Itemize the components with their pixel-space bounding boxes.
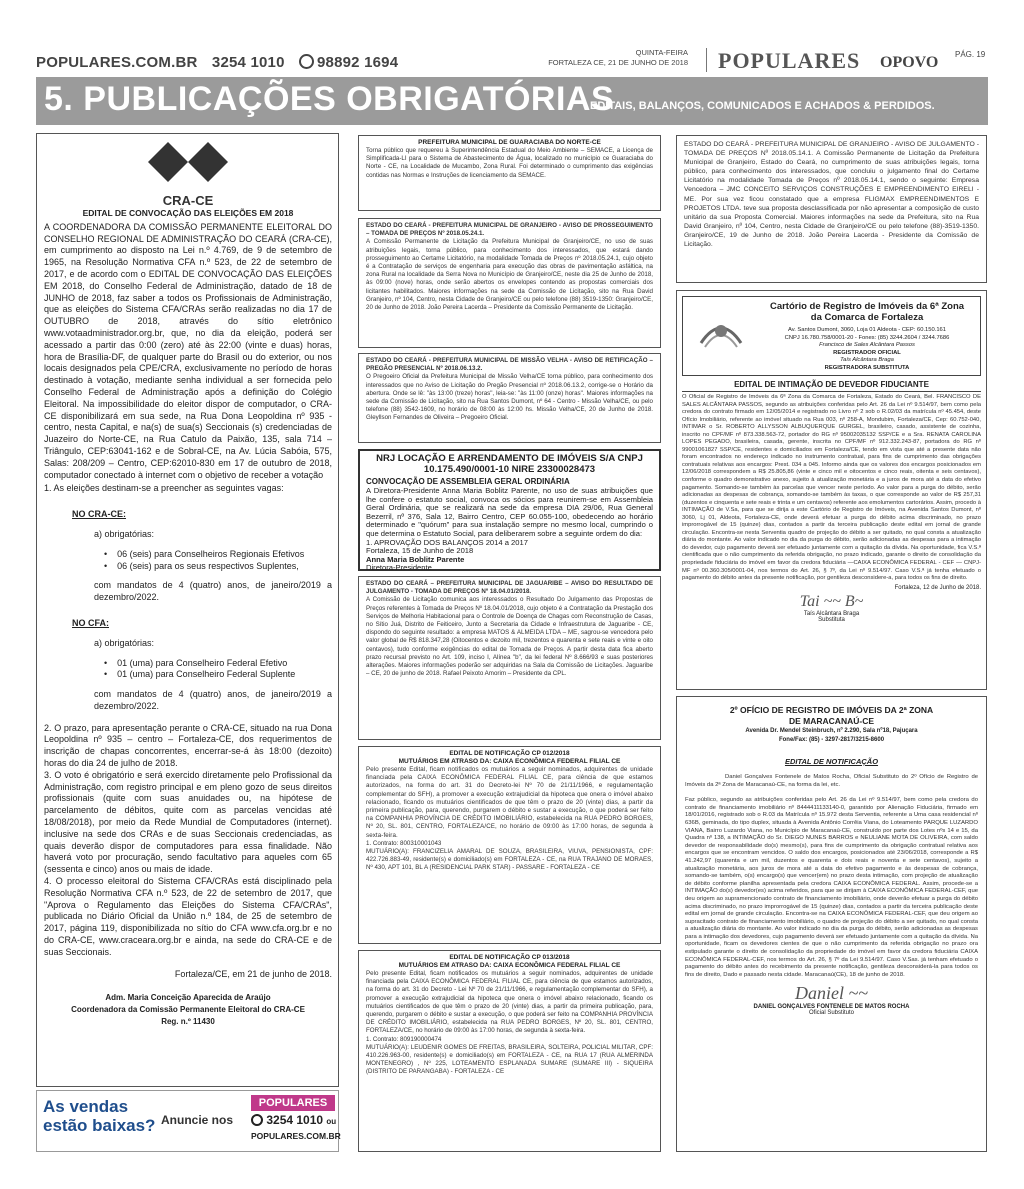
cartorio-title1: Cartório de Registro de Imóveis da 6ª Zona (769, 301, 965, 312)
issue-date (520, 48, 688, 68)
cartorio-emblem-icon (691, 303, 751, 363)
maracanau-addr: Avenida Dr. Mendel Steinbruch, nº 2.290, Sala nº18, Pajuçara (745, 728, 918, 734)
notice-maracanau (676, 696, 987, 1152)
granjeiro1-title: ESTADO DO CEARÁ - PREFEITURA MUNICIPAL DE GRANJEIRO - AVISO DE PROSSEGUIMENTO – TOMADA DE PREÇOS Nº 2018.05.24.1. (366, 222, 653, 238)
ad-line2: estão baixas? (43, 1116, 156, 1135)
date: FORTALEZA CE, 21 DE JUNHO DE 2018 (548, 58, 688, 67)
cartorio-title2: da Comarca de Fortaleza (810, 312, 924, 323)
maracanau-p2: Faz público, segundo as atribuições conferidas pelo Art. 26 da Lei nº 9.514/97, bem como pela credora do contrato de financiamento imobiliário nº 8444411133140-0, garantido por Alienação Fiduciária, firmado em 18/01/2016, registrado sob o R.03 da Matrícula nº 15.972 desta Serventia, referente a Uma casa residencial nº 636B, geminada, do tipo duplex, situada à Avenida Antônio Corrêia Viana, do Loteamento PARQUE LUZARDO VIANA, Bairro Luzardo Viana, no Município de Maracanaú-CE, construído por parte dos Lotes nºs 14 e 15, da Quadra nº 138, a INTIMAÇÃO do Sr. DIEGO NUNES BARROS e NEULIANE MOTA DE OLIVEIRA, com saldo devedor de responsabilidade do(s) mesmo(s), para fins de cumprimento da obrigação contratual relativa aos encargos que se encontram vencidos. O saldo dos encargos, posicionados até 23/06/2018, corresponde a R$ 41.242,97 (quarenta e um mil, duzentos e quarenta e dois reais e noventa e sete centavos), sujeito a atualização monetária, aos juros de mora até a data do efetivo pagamento e às despesas de cobrança, somando-se também, o(s) encargo(s) que vencer(em) no prazo desta intimação, com projeção de atualização de débito conforme planilha apresentada pela credora CAIXA ECONÔMICA FEDERAL. Assim, procede-se a INTIMAÇÃO do(s) devedor(es) acima referidos, para que se dirijam à CAIXA ECONÔMICA FEDERAL-CEF, que deu origem ao supramencionado contrato de financiamento imobiliário, onde deverão efetuar a purga do débito acima discriminado, no prazo improrrogável de 15 (quinze) dias, contados a partir da terceira publicação deste edital em jornal de grande circulação. Encontra-se na CAIXA ECONÔMICA FEDERAL-CEF, que deu origem ao supracitado contrato de financiamento imobiliário, o quadro de projeção do débito a ser quitado, no qual consta a atualização diária do montante. Ao valor indicado no dia da purga do débito, serão adicionadas as despesas para a intimação dos devedores, cujo pagamento deverá ser efetuado juntamente com a quitação da dívida. Na oportunidade, ficam os devedores cientes de que o não cumprimento da referida obrigação no prazo ora estipulado garante o direito de consolidação da propriedade do imóvel em favor da credora fiduciária CAIXA ECONÔMICA FEDERAL-CEF, nos termos do Art. 26, § 7º da Lei 9.514/97. Caso V.Sas. já tenham efetuado o pagamento do débito antes do recebimento da presente notificação, gentileza desconsiderá-la para todos os fins de direito, Dado e passado nesta cidade. Maracanaú(CE), 18 de junho de 2018. (685, 797, 978, 978)
page-number: PÁG. 19 (955, 50, 986, 59)
granjeiro1-text: A Comissão Permanente de Licitação da Prefeitura Municipal de Granjeiro/CE, no uso de suas atribuições legais, torna público, para conhecimento dos interessados, que estará dando prosseguimento ao Certame Licitatório, na modalidade Tomada de Preços nº 2018.05.24.1, cujo objeto é a Contratação de serviços de engenharia para execução das obras de pavimentação asfáltica, na zona Rural na localidade da Serra Nova no Município de Granjeiro/CE, neste dia 25 de Junho de 2018, às 09:00 (nove) horas, onde serão abertos os envelopes contendo as propostas comerciais dos licitantes habilitados. Maiores informações na sede da Comissão de Licitação, sito na Rua David Granjeiro, nº 104, Centro, nesta Cidade de Granjeiro/CE ou pelo telefone (88) 3519-1350: Granjeiro/CE, 20 de Junho de 2018. João Pereira Lacerda – Presidente da Comissão Permanente de Licitação. (366, 238, 653, 312)
cartorio-cnpj: CNPJ 16.780.758/0001-20 - Fones: (85) 3244.2604 / 3244.7686 (784, 335, 950, 341)
weekday: QUINTA-FEIRA (635, 48, 688, 57)
cp013-contract: 1. Contrato: 809190000474 (366, 1035, 442, 1043)
maracanau-sig-name: DANIEL GONÇALVES FONTENELE DE MATOS ROCHA (753, 1004, 910, 1011)
notice-granjeiro-julgamento (676, 135, 987, 283)
cartorio-logo (691, 303, 751, 363)
maracanau-edital: EDITAL DE NOTIFICAÇÃO (784, 757, 879, 766)
brand-logo: POPULARES (718, 48, 861, 73)
cfa-vaga-1-text: 01 (uma) para Conselheiro Federal Efetivo (117, 657, 288, 668)
guaraciaba-text: Torna público que requereu à Superintendência Estadual do Meio Ambiente – SEMACE, a Licença de Simplificada-LI para o Sistema de Abastecimento de Água, localizado no município ce Guaraciaba do Norte - CE, na Localidade de Mucambo, Zona Rural. Foi determinado o cumprimento das exigências contidas nas Normas e Instruções de licenciamento da SEMACE. (366, 147, 653, 179)
maracanau-sig-role: Oficial Substituto (808, 1010, 855, 1017)
notice-missao-velha (358, 353, 661, 443)
ad-line1: As vendas (43, 1097, 129, 1116)
nrj-title2: 10.175.490/0001-10 NIRE 23300028473 (423, 464, 596, 475)
crace-role: Coordenadora da Comissão Permanente Eleitoral do CRA-CE (71, 1005, 305, 1015)
cp012-text: Pelo presente Edital, ficam notificados os mutuários a seguir nominados, adquirentes de unidade financiada pela CAIXA ECONÔMICA FEDERAL FILIAL CE, para ciência de que estamos autorizados, na forma do art. 31 do Decreto-lei Nº 70 de 21/11/1966, e regulamentação complementar do SFH), a promover a execução extrajudicial da hipoteca que onera o imóvel abaixo relacionado, ficando os mutuários cientificados de que têm o prazo de 20 (vinte) dias, a partir da primeira publicação, para, querendo, purgarem o débito e sustar a execução, o que poderá ser feito na COMPANHIA PROVÍNCIA DE CRÉDITO IMOBILIÁRIO, estabelecida na RUA PEDRO BORGES, Nº 20, SL. 801, CENTRO, FORTALEZA/CE, no horário de 09:00 às 17:00 horas, de segunda à sexta-feira. (366, 766, 653, 839)
crace-mandato-1: com mandatos de 4 (quatro) anos, de janeiro/2019 a dezembro/2022. (94, 580, 332, 603)
nrj-name: Anna Maria Boblitz Parente (366, 554, 465, 564)
cartorio-officer: Francisco de Sales Alcântara Passos (819, 342, 915, 348)
guaraciaba-title: PREFEITURA MUNICIPAL DE GUARACIABA DO NORTE-CE (418, 139, 601, 146)
nrj-subtitle: CONVOCAÇÃO DE ASSEMBLEIA GERAL ORDINÁRIA (366, 477, 570, 486)
crace-vaga-1-text: 06 (seis) para Conselheiros Regionais Efetivos (117, 548, 305, 559)
cartorio-text: O Oficial de Registro de Imóveis da 6ª Zona da Comarca de Fortaleza, Estado do Ceará, Bel. FRANCISCO DE SALES ALCÂNTARA PASSOS, segundo as atribuições conferidas pelo Art. 26 da Lei nº 9.514/97, bem como pela credora do contrato firmado em 12/05/2014 e registrado no Livro nº 2 sob o R.02/03 da matrícula nº 45.454, deste Ofício Imobiliário, referente ao imóvel situado na Rua 003, nº 258-A, Mondubim, Fortaleza/CE, Cep: 60.752-040, INTIMAR o Sr. ROBERTO ALLYSSON ALBUQUERQUE GURGEL, brasileiro, casado, assistente de cozinha, inscrito no CPF/MF nº 873.338.563-72, portador do RG nº 95002035132 SSP/CE e a Sra. RENATA CAROLINA LOPES PEGADO, brasileira, casada, gerente, inscrita no CPF/MF nº 912.332.243-87, portadora do RG nº 99001061827 SSP/CE, residentes e domiciliados em Fortaleza/CE, tendo em vista que até a presente data não foram encontrados no endereço indicado no instrumento contratual, para fins de cumprimento das obrigações contratuais relativas aos encargos: Prest. 034 a 045. Informo ainda que os valores dos encargos posicionados em 12/06/2018 correspondem a R$ 25.805,86 (vinte e cinco mil e oitocentos e cinco reais, oitenta e seis centavos), conforme o quadro demonstrativo anexo, sujeito à atualização monetária e a juros de mora até a data do efetivo pagamento. Somando-se também às parcelas que vencer neste período. Ao valor para a purga do débito, serão adicionadas as despesas de cobrança, somando-se também às taxas, o que corresponde ao valor de R$ 257,31 (duzentos e cinquenta e sete reais e trinta e um centavos) referente aos emolumentos cartorários. Assim, procedo à INTIMAÇÃO de V.Sa, para que se dirija a este Cartório de Registro de Imóveis, na Avenida Santos Dumont, nº 3060, Lj 01, Aldeota, Fortaleza-CE, onde deverá efetuar a purga do débito acima discriminado, no prazo improrrogável de 15 (quinze) dias, contados a partir da terceira publicação deste edital em jornal de grande circulação. Encontra-se nesta Serventia quadro de projeção do débito a ser quitado, no qual consta a atualização diária do montante. Ao valor indicado no dia da purga do débito, serão adicionadas as despesas para a intimação do devedor, cujo pagamento deverá ser efetuado juntamente com a quitação da dívida. Na oportunidade, fica V.S.ª cientificada que o não cumprimento da referida obrigação, no prazo indicado, garante o direito de consolidação da propriedade fiduciária do imóvel em favor da credora fiduciária —CAIXA ECONÔMICA FEDERAL - CEF — CNPJ-MF nº 00.360.305/0001-04, nos termos do Art. 26, § 7º, da Lei nº 9.514/97. Caso V.S.ª já tenha efetuado o pagamento do débito antes da presente notificação, por gentileza desconsidere-a, para todos os fins de direito. (682, 394, 981, 582)
crace-reg: Reg. n.º 11430 (161, 1017, 215, 1027)
crace-item3: 3. O voto é obrigatório e será exercido diretamente pelo Profissional da Administração, com registro principal e em pleno gozo de seus direitos profissionais (quite com suas anuidades ou, na hipótese de parcelamento de débitos, quite com as parcelas vencidas até 18/08/2018), por meio da Rede Mundial de Computadores (internet). inclusive na sede dos CRAs e de suas Seccionais credenciadas, as quais deverão dispor de computadores para essa finalidade. Não haverá voto por procuração, sendo facultativo para aqueles com 65 (sessenta e cinco) anos ou mais de idade. (44, 769, 332, 875)
maracanau-title1: 2º OFÍCIO DE REGISTRO DE IMÓVEIS DA 2ª ZONA (729, 705, 934, 715)
missao-text: O Pregoeiro Oficial da Prefeitura Municipal de Missão Velha/CE torna público, para conhecimento dos interessados que no Aviso de Licitação do Pregão Presencial nº 2018.06.13.2, corrige-se o Horário da abertura. Onde se lê: "às 13:00 (treze) horas", leia-se: "às 11:00 (onze) horas". Maiores informações na sede da Comissão de Licitação, sito na Rua Santos Dumont, nº 64 - Centro - Missão Velha/CE, ou pelo telefone (88) 3542-1609, no horário de 08:00 às 12:00 hs. Missão Velha/CE, 20 de Junho de 2018. Gleyllson Fernandes de Oliveira – Pregoeiro Oficial. (366, 373, 653, 422)
partner-logo: OPOVO (880, 54, 939, 71)
cartorio-header (757, 301, 977, 372)
ad-brand: POPULARES (251, 1095, 335, 1111)
cartorio-officer-role: REGISTRADOR OFICIAL (833, 349, 901, 356)
cartorio-sub-role: REGISTRADORA SUBSTITUTA (824, 364, 910, 371)
crace-vaga-2-text: 06 (seis) para os seus respectivos Suplentes, (117, 560, 299, 571)
jaguaribe-text: A Comissão de Licitação comunica aos interessados o Resultado Do Julgamento das Propostas de Preços referentes à Tomada de Preços Nº 18.04.01/2018, cujo objeto é a Contratação da Prestação dos Serviços de Melhoria Habitacional para o Controle de Doença de Chagas com Reconstrução de Casas, no Sítio Juá, Distrito de Feiticeiro, Junto a Secretaria da Cidade e Infraestrutura de Jaguaribe - CE, dispondo do seguinte resultado: a empresa MATOS & ALMEIDA LTDA – ME, sagrou-se vencedora pelo valor global de R$ 818.347,28 (Oitocentos e dezoito mil, trezentos e quarenta e sete reais e vinte e oito centavos), tudo conforme exigências do edital de Tomada de Preços. A partir desta data fica aberto prazo recursal previsto no Art. 109, inciso I, Alínea "b", da lei federal Nº 8.666/93 e suas posteriores alterações. Maiores informações poderão ser adquiridas na Sala da Comissão de Licitações. Jaguaribe – CE, 20 de junho de 2018. Rafael Peixoto Amorim – Presidente da CPL. (366, 596, 653, 678)
notice-cp012 (358, 746, 661, 944)
granjeiro2-text: ESTADO DO CEARÁ - PREFEITURA MUNICIPAL DE GRANJEIRO - AVISO DE JULGAMENTO - TOMADA DE PREÇOS Nº 2018.05.14.1. A Comissão Permanente de Licitação da Prefeitura Municipal de Granjeiro, Estado do Ceará, no cumprimento de suas atribuições legais, torna público, para conhecimento dos interessados, que concluiu o julgamento final do Certame Licitatório na modalidade Tomada de Preços nº 2018.05.14.1, sendo o seguinte: Empresa Vencedora – JMC CONCEITO SERVIÇOS CONSTRUÇÕES E EMPREENDIMENTO EIRELI - ME. Por sua vez ficou constatado que a empresa FLIGMAX EMPREENDIMENTOS E PROJETOS LTDA. teve sua proposta desclassificada por não apresentar a composição de custo unitário da sua Proposta Comercial. Maiores informações na sede da Prefeitura, sito na Rua David Granjeiro, nº 104, Centro, nesta Cidade de Granjeiro/CE ou pelo telefone (88)-3519-1350. Granjeiro/CE, 19 de Junho de 2018. João Pereira Lacerda - Presidente da Comissão de Licitação. (684, 141, 979, 249)
crace-signer: Adm. Maria Conceição Aparecida de Araújo (105, 993, 271, 1003)
crace-no-crace: NO CRA-CE: (72, 509, 126, 520)
cartorio-date: Fortaleza, 12 de Junho de 2018. (894, 584, 981, 591)
maracanau-signature: Daniel ~~ (795, 983, 868, 1004)
whatsapp-icon (299, 54, 314, 69)
cp012-title: EDITAL DE NOTIFICAÇÃO CP 012/2018 (449, 750, 570, 757)
maracanau-title2: DE MARACANAÚ-CE (789, 716, 874, 726)
crace-intro: A COORDENADORA DA COMISSÃO PERMANENTE ELEITORAL DO CONSELHO REGIONAL DE ADMINISTRAÇÃO DO CEARÁ (CRA-CE), em cumprimento ao disposto na Lei n.º 4.769, de 9 de setembro de 1965, na Resolução Normativa CFA n.º 523, de 22 de setembro de 2017, e de acordo com o EDITAL DE CONVOCAÇÃO DAS ELEIÇÕES EM 2018, do Conselho Federal de Administração, datado de 18 de JUNHO de 2018, faz saber a todos os Profissionais de Administração, que as eleições do Sistema CFA/CRAs serão realizadas no dia 17 de OUTUBRO de 2018, através do sítio eletrônico www.votaadministrador.org.br, que, no dia da eleição, poderá ser acessado a partir das 0:00 (zero) até às 22:00 (vinte e duas) horas, hora de Brasília-DF, de qualquer parte do Brasil ou do exterior, ou nos locais designados pela CPE/CRA, exclusivamente no período de horas destinado à votação, mediante senha individual a ser fornecida pelo Conselho Federal de Administração após a definição do Colégio Eleitoral. Na impossibilidade do eleitor dispor de computador, o CRA-CE disponibilizará em sua sede, na Rua Dona Leopoldina nº 935 - centro, nesta Capital, e na(s) de sua(s) Seccionais (s) credenciadas de Juazeiro do Norte-CE, na Rua Catulo da Paixão, 135, sala 714 – Triângulo, CEP:63041-162 e de Sobral-CE, na Av. Lúcia Sabóia, 575, Salas: 208/209 – Centro, CEP:62010-830 em 17 de outubro de 2018, computador conectado à internet com o objetivo de receber a votação (44, 221, 332, 480)
notice-nrj (358, 449, 661, 571)
crace-item4: 4. O processo eleitoral do Sistema CFA/CRAs está disciplinado pela Resolução Normativa CFA n.º 523, de 22 de setembro de 2017, que "Aprova o Regulamento das Eleições do Sistema CFA/CRAs", publicada no Diário Oficial da União n.º 184, de 25 de setembro de 2017, página 119, disponibilizada no sítio do CFA www.cfa.org.br e no do CRA-CE, www.craceara.org.br e ainda, na sede do CRA-CE e de suas Seccionais. (44, 876, 332, 957)
header-site (36, 54, 408, 71)
crace-obrig-a: a) obrigatórias: (94, 528, 155, 539)
phone-number: 3254 1010 (211, 54, 285, 71)
nrj-role: Diretora-Presidente (366, 563, 432, 573)
cartorio-sub: Taís Alcântara Braga (840, 357, 894, 363)
maracanau-p1: Daniel Gonçalves Fontenele de Matos Rocha, Oficial Substituto do 2º Ofício de Registro de Imóveis da 2ª Zona de Maracanaú-CE, na forma da lei, etc. (685, 774, 978, 788)
cartorio-signature: Tai ~~ B~ (799, 592, 864, 610)
crace-item2: 2. O prazo, para apresentação perante o CRA-CE, situado na rua Dona Leopoldina nº 935 – centro – Fortaleza-CE, dos requerimentos de inscrição de chapas concorrentes, encerrar-se-á às 18:00 (dezoito) horas do dia 24 de julho de 2018. (44, 722, 332, 769)
crace-logo (140, 140, 236, 208)
cfa-vaga-2-text: 01 (uma) para Conselheiro Federal Suplente (117, 669, 296, 680)
crace-date: Fortaleza/CE, em 21 de junho de 2018. (174, 968, 332, 979)
section-title: 5. PUBLICAÇÕES OBRIGATÓRIAS (44, 80, 615, 118)
cp013-subtitle: MUTUÁRIOS EM ATRASO DA: CAIXA ECONÔMICA FEDERAL FILIAL CE (398, 962, 621, 969)
jaguaribe-title: ESTADO DO CEARÁ – PREFEITURA MUNICIPAL DE JAGUARIBE – AVISO DO RESULTADO DE JULGAMENTO - TOMADA DE PREÇOS Nº 18.04.01/2018. (366, 580, 653, 596)
notice-cartorio-6-zona (676, 290, 987, 690)
missao-title: ESTADO DO CEARÁ - PREFEITURA MUNICIPAL DE MISSÃO VELHA - AVISO DE RETIFICAÇÃO – PREGÃO PRESENCIAL Nº 2018.06.13.2. (366, 357, 653, 373)
site-name: POPULARES.COM.BR (36, 54, 198, 71)
nrj-item: 1. APROVAÇÃO DOS BALANÇOS 2014 a 2017 (366, 537, 528, 547)
nrj-title1: NRJ LOCAÇÃO E ARRENDAMENTO DE IMÓVEIS S/A CNPJ (376, 453, 643, 464)
ad-banner[interactable] (36, 1090, 339, 1152)
maracanau-phone: Fone/Fax: (85) - 3297-2817/3215-8600 (778, 737, 885, 743)
ad-headline (43, 1097, 155, 1135)
crace-item1: 1. As eleições destinam-se a preencher as seguintes vagas: (44, 483, 284, 494)
nrj-text: A Diretora-Presidente Anna Maria Boblitz Parente, no uso de suas atribuições que lhe confere o estatuto social, convoca os sócios para reunirem-se em Assembleia Geral Ordinária, que se realizará na sede da empresa DIA 29/06, Rua General Bezerril, nº 376, Sala 12, Bairro Centro, CEP 60.055-100, obedecendo ao horário determinado e "quórum" para sua instalação sempre no mesmo local, cumprindo o que determina o Estatuto Social, para deliberarem sobre a seguinte ordem do dia: (366, 486, 653, 538)
cfa-vaga-2: • 01 (uma) para Conselheiro Federal Suplente (104, 669, 296, 680)
cp013-text: Pelo presente Edital, ficam notificados os mutuários a seguir nominados, adquirentes de unidade financiada pela CAIXA ECONÔMICA FEDERAL FILIAL CE, para ciência de que estamos autorizados, na forma do art. 31 do Decreto - Lei Nº 70 de 21/11/1966, e regulamentação complementar do SFH), a promover a execução extrajudicial da hipoteca que onera o imóvel abaixo relacionado, ficando os mutuários cientificados de que têm o prazo de 20 (vinte) dias, a partir da primeira publicação, para, querendo, purgarem o débito e sustar a execução, o que poderá ser feito na COMPANHIA PROVÍNCIA DE CRÉDITO IMOBILIÁRIO, estabelecida na RUA PEDRO BORGES, Nº 20, SL. 801, CENTRO, FORTALEZA/CE, no horário de 09:00 às 17:00 horas, de segunda à sexta-feira. (366, 970, 653, 1035)
cp012-contract: 1. Contrato: 800310001043 (366, 839, 442, 847)
crace-body (44, 208, 332, 1028)
cp013-mutuario: MUTUÁRIO(A): LEUDENIR GOMES DE FREITAS, BRASILEIRA, SOLTEIRA, POLICIAL MILITAR, CPF: 410.226.963-00, residente(s) e domiciliado(s) em FORTALEZA - CE, na RUA 17 (RUA ALMERINDA MONTENEGRO) , Nº 225, LOTEAMENTO ESPLANADA SUMARE (SUMARE III) - SIQUEIRA (DISTRITO DE PARANGABA) - FORTALEZA - CE (366, 1043, 653, 1076)
section-subtitle: EDITAIS, BALANÇOS, COMUNICADOS E ACHADOS & PERDIDOS. (590, 100, 935, 112)
nrj-date: Fortaleza, 15 de Junho de 2018 (366, 546, 474, 556)
cartorio-addr: Av. Santos Dumont, 3060, Loja 01 Aldeota - CEP: 60.150.161 (787, 327, 947, 333)
crace-vaga-2: • 06 (seis) para os seus respectivos Suplentes, (104, 560, 299, 571)
ad-whatsapp-icon (251, 1114, 263, 1126)
ad-or: ou (326, 1117, 337, 1126)
cp012-subtitle: MUTUÁRIOS EM ATRASO DA: CAIXA ECONÔMICA FEDERAL FILIAL CE (398, 758, 621, 765)
cartorio-sig-role: Substituta (818, 616, 845, 623)
notice-cp013 (358, 950, 661, 1152)
cp013-title: EDITAL DE NOTIFICAÇÃO CP 013/2018 (449, 954, 570, 961)
crace-title: EDITAL DE CONVOCAÇÃO DAS ELEIÇÕES EM 2018 (82, 208, 294, 218)
crace-mandato-2: com mandatos de 4 (quatro) anos, de janeiro/2019 a dezembro/2022. (94, 689, 332, 711)
crace-vaga-1: • 06 (seis) para Conselheiros Regionais Efetivos (104, 548, 305, 559)
cartorio-edital: EDITAL DE INTIMAÇÃO DE DEVEDOR FIDUCIANTE (682, 381, 981, 392)
cfa-vaga-1: • 01 (uma) para Conselheiro Federal Efetivo (104, 657, 288, 668)
header-divider (706, 48, 707, 72)
ad-cta: Anuncie nos (161, 1113, 234, 1127)
crace-logo-icon (140, 140, 236, 192)
crace-obrig-b: a) obrigatórias: (94, 637, 155, 648)
ad-site: POPULARES.COM.BR (251, 1131, 341, 1141)
cp012-mutuario: MUTUÁRIO(A): FRANCIZELIA AMARAL DE SOUZA, BRASILEIRA, VIUVA, PENSIONISTA, CPF: 422.726.883-49, residente(s) e domiciliado(s) em FORTALEZA - CE, na RUA TRAJANO DE MORAES, Nº 430, APT 101, BL A (RESIDENCIAL PARK STAR) - PASSARE - FORTALEZA - CE (366, 848, 653, 872)
notice-granjeiro-prosseguimento (358, 218, 661, 348)
crace-logo-text: CRA-CE (162, 193, 214, 208)
whatsapp-number: 98892 1694 (317, 54, 399, 71)
cartorio-sig-name: Taís Alcântara Braga (803, 610, 860, 617)
notice-jaguaribe (358, 576, 661, 740)
notice-guaraciaba (358, 135, 661, 211)
crace-no-cfa: NO CFA: (72, 617, 109, 628)
ad-phone: 3254 1010 (266, 1113, 324, 1127)
ad-phone-row (251, 1113, 336, 1127)
